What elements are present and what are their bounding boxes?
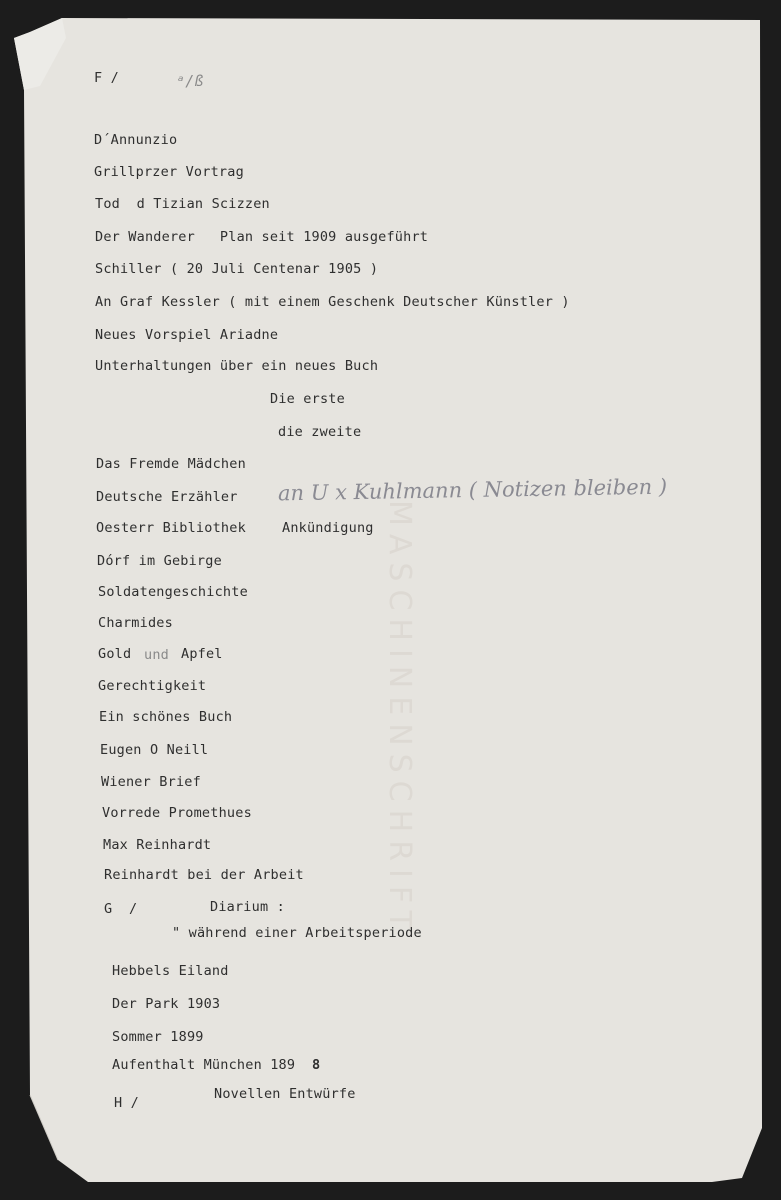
entry-hebbels-eiland: Hebbels Eiland (112, 963, 229, 979)
entry-fremde-maedchen: Das Fremde Mädchen (96, 456, 246, 472)
entry-apfel: Apfel (181, 646, 223, 662)
entry-eugen-oneill: Eugen O Neill (100, 742, 209, 758)
entry-ankuendigung: Ankündigung (282, 520, 374, 536)
entry-die-erste: Die erste (270, 391, 345, 407)
handwritten-note: an U x Kuhlmann ( Notizen bleiben ) (277, 474, 668, 506)
entry-deutsche-erzaehler: Deutsche Erzähler (96, 489, 238, 505)
entry-der-park: Der Park 1903 (112, 996, 221, 1012)
entry-die-zweite: die zweite (278, 424, 362, 440)
entry-tod-tizian: Tod d Tizian Scizzen (95, 196, 270, 212)
entry-novellen-entwuerfe: Novellen Entwürfe (214, 1086, 356, 1102)
entry-arbeitsperiode: " während einer Arbeitsperiode (172, 925, 422, 941)
entry-grillparzer-vortrag: Grillprzer Vortrag (94, 164, 244, 180)
section-marker-g: G / (104, 901, 138, 917)
entry-vorspiel-ariadne: Neues Vorspiel Ariadne (95, 327, 279, 343)
entry-graf-kessler: An Graf Kessler ( mit einem Geschenk Deutscher Künstler ) (95, 294, 570, 310)
entry-gold: Gold (98, 646, 132, 662)
entry-soldatengeschichte: Soldatengeschichte (98, 584, 248, 600)
entry-charmides: Charmides (98, 615, 173, 631)
section-marker-h: H / (114, 1095, 139, 1111)
entry-aufenthalt-muenchen: Aufenthalt München 189 (112, 1057, 296, 1073)
pencil-annotation: ᵃ/ß (176, 72, 204, 90)
entry-schoenes-buch: Ein schönes Buch (99, 709, 233, 725)
entry-sommer: Sommer 1899 (112, 1029, 204, 1045)
section-marker-f: F / (94, 70, 119, 86)
entry-diarium: Diarium : (210, 899, 285, 915)
entry-max-reinhardt: Max Reinhardt (103, 837, 212, 853)
entry-reinhardt-arbeit: Reinhardt bei der Arbeit (104, 867, 304, 883)
entry-wiener-brief: Wiener Brief (101, 774, 201, 790)
entry-schiller: Schiller ( 20 Juli Centenar 1905 ) (95, 261, 379, 277)
entry-vorrede-promethues: Vorrede Promethues (102, 805, 252, 821)
svg-text:MASCHINENSCHRIFT: MASCHINENSCHRIFT (382, 500, 417, 937)
entry-unterhaltungen: Unterhaltungen über ein neues Buch (95, 358, 379, 374)
entry-und-faint: und (144, 647, 169, 663)
entry-aufenthalt-overstrike: 8 (312, 1057, 321, 1073)
entry-dorf-im-gebirge: Dórf im Gebirge (97, 553, 222, 569)
entry-dannunzio: D´Annunzio (94, 132, 178, 148)
entry-gerechtigkeit: Gerechtigkeit (98, 678, 207, 694)
entry-oesterr-bibliothek: Oesterr Bibliothek (96, 520, 246, 536)
entry-der-wanderer: Der Wanderer Plan seit 1909 ausgeführt (95, 229, 429, 245)
